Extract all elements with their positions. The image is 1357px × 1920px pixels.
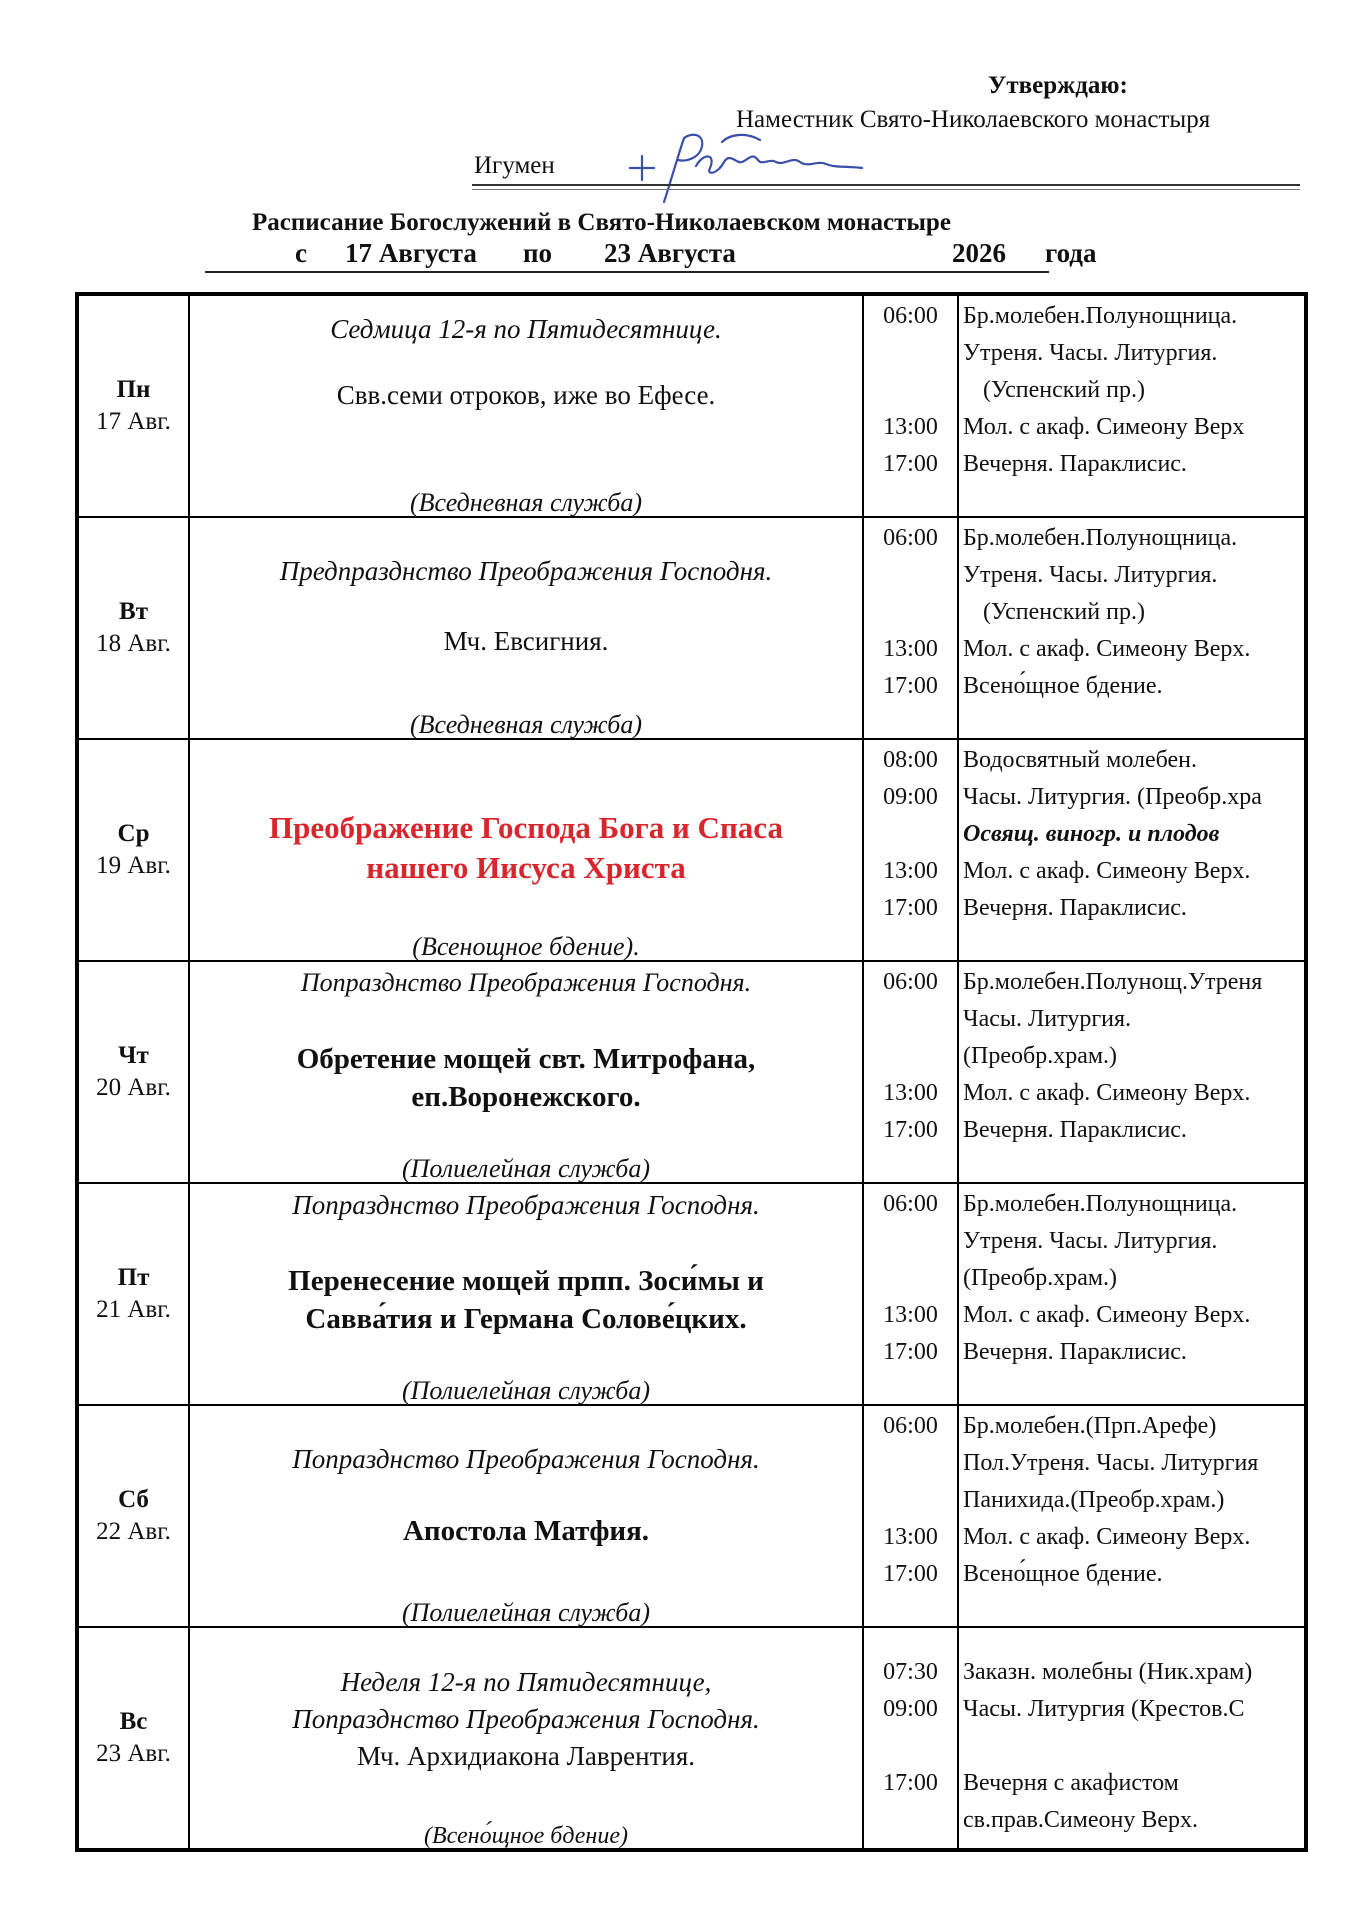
service-time — [864, 594, 957, 631]
service-name: св.прав.Симеону Верх. — [963, 1807, 1199, 1833]
times-cell — [863, 961, 958, 1183]
table-row — [77, 1627, 1306, 1850]
service-time: 13:00 — [883, 1524, 938, 1550]
day-date: 23 Авг. — [96, 1740, 171, 1767]
commemoration-cell — [189, 1627, 863, 1850]
services-cell — [958, 1183, 1306, 1405]
times-cell — [863, 739, 958, 961]
service-name: Бр.молебен.(Прп.Арефе) — [963, 1413, 1217, 1439]
services-cell — [958, 739, 1306, 961]
service-time — [864, 1223, 957, 1260]
period-year-word: года — [1045, 238, 1097, 268]
day-cell — [77, 1183, 189, 1405]
service-time: 13:00 — [883, 858, 938, 884]
times-cell — [863, 294, 958, 517]
day-date: 18 Авг. — [96, 630, 171, 657]
day-of-week: Пн — [116, 376, 151, 403]
service-rank: (Всенощное бдение). — [412, 932, 640, 961]
commemoration-cell — [189, 294, 863, 517]
day-of-week: Ср — [117, 820, 150, 847]
service-name: Пол.Утреня. Часы. Литургия — [963, 1450, 1259, 1476]
service-name: Мол. с акаф. Симеону Верх. — [963, 1524, 1251, 1550]
services-cell — [958, 961, 1306, 1183]
service-name — [963, 1630, 1304, 1654]
feast-title-line: Преображение Господа Бога и Спаса — [269, 810, 783, 845]
schedule-heading: Расписание Богослужений в Свято-Николаевском монастыре — [252, 209, 951, 236]
service-name: Мол. с акаф. Симеону Верх. — [963, 636, 1251, 662]
service-name: Бр.молебен.Полунощница. — [963, 303, 1238, 329]
period-underline — [205, 271, 1049, 273]
services-cell — [958, 1627, 1306, 1850]
day-cell — [77, 1627, 189, 1850]
services-cell — [958, 294, 1306, 517]
service-rank: (Вседневная служба) — [410, 488, 642, 517]
service-name: Бр.молебен.Полунощница. — [963, 525, 1238, 551]
day-date: 19 Авг. — [96, 852, 171, 879]
service-name: Бр.молебен.Полунощ.Утреня — [963, 969, 1263, 995]
service-name: Мол. с акаф. Симеону Верх. — [963, 1080, 1251, 1106]
liturgical-period: Попразднство Преображения Господня. — [300, 968, 752, 997]
service-name: Вечерня. Параклисис. — [963, 1339, 1187, 1365]
service-time: 06:00 — [883, 1413, 938, 1439]
saint-commemoration: Свв.семи отроков, иже во Ефесе. — [336, 380, 716, 410]
period-from-word: с — [295, 238, 307, 268]
service-name: Часы. Литургия (Крестов.С — [963, 1696, 1245, 1722]
commemoration-cell — [189, 961, 863, 1183]
service-name: Всено́щное бдение. — [963, 673, 1163, 699]
day-cell — [77, 294, 189, 517]
saint-line: Перенесение мощей прпп. Зоси́мы и — [288, 1265, 764, 1297]
period-to-date: 23 Августа — [604, 238, 736, 268]
service-time: 17:00 — [883, 1117, 938, 1143]
liturgical-period: Попразднство Преображения Господня. — [292, 1444, 760, 1474]
service-time: 06:00 — [883, 525, 938, 551]
service-name: Вечерня. Параклисис. — [963, 895, 1187, 921]
day-cell — [77, 517, 189, 739]
service-name: (Преобр.храм.) — [963, 1043, 1118, 1069]
service-time: 17:00 — [883, 895, 938, 921]
service-time — [864, 557, 957, 594]
sunday-line: Неделя 12-я по Пятидесятнице, — [340, 1667, 712, 1697]
service-name: Вечерня. Параклисис. — [963, 451, 1187, 477]
service-time: 08:00 — [883, 747, 938, 773]
commemoration-cell — [189, 1183, 863, 1405]
day-of-week: Пт — [117, 1264, 150, 1291]
signature-line — [472, 184, 1300, 186]
period-to-word: по — [523, 238, 553, 268]
service-time — [864, 1802, 957, 1839]
day-date: 17 Авг. — [96, 408, 171, 435]
table-row — [77, 517, 1306, 739]
table-row — [77, 739, 1306, 961]
service-rank: (Полиелейная служба) — [401, 1598, 651, 1627]
day-cell — [77, 961, 189, 1183]
liturgical-period: Предпразднство Преображения Господня. — [279, 556, 773, 586]
table-row — [77, 294, 1306, 517]
service-name: Утреня. Часы. Литургия. — [963, 1228, 1218, 1254]
service-time — [864, 1001, 957, 1038]
feast-title-line: нашего Иисуса Христа — [366, 850, 686, 885]
saint-line: Обретение мощей свт. Митрофана, — [296, 1043, 756, 1075]
service-name: Всено́щное бдение. — [963, 1561, 1163, 1587]
service-rank: (Всено́щное бдение) — [424, 1823, 628, 1849]
service-time: 06:00 — [883, 303, 938, 329]
service-name: (Успенский пр.) — [983, 377, 1145, 403]
saint-line: Савва́тия и Германа Солове́цких. — [305, 1303, 747, 1335]
service-time: 17:00 — [883, 1770, 938, 1796]
liturgical-period: Попразднство Преображения Господня. — [292, 1190, 760, 1220]
times-cell — [863, 1627, 958, 1850]
table-row — [77, 961, 1306, 1183]
service-time — [864, 1482, 957, 1519]
times-cell — [863, 1183, 958, 1405]
great-feast-title — [190, 808, 862, 888]
day-of-week: Вс — [119, 1708, 148, 1735]
service-rank: (Полиелейная служба) — [401, 1376, 651, 1405]
commemoration-cell — [189, 1405, 863, 1627]
schedule-period — [205, 238, 1125, 270]
sunday-line: Попразднство Преображения Господня. — [292, 1704, 760, 1734]
times-cell — [863, 1405, 958, 1627]
service-name: Утреня. Часы. Литургия. — [963, 562, 1218, 588]
service-rank: (Полиелейная служба) — [401, 1154, 651, 1183]
service-time: 13:00 — [883, 636, 938, 662]
service-name: (Преобр.храм.) — [963, 1265, 1118, 1291]
service-time: 09:00 — [883, 784, 938, 810]
service-name: Часы. Литургия. (Преобр.хра — [963, 784, 1262, 810]
day-date: 22 Авг. — [96, 1518, 171, 1545]
service-time: 17:00 — [883, 1339, 938, 1365]
day-of-week: Сб — [118, 1486, 149, 1513]
service-name: Бр.молебен.Полунощница. — [963, 1191, 1238, 1217]
day-cell — [77, 739, 189, 961]
service-time: 13:00 — [883, 1080, 938, 1106]
service-name: Вечерня с акафистом — [963, 1770, 1179, 1796]
table-row — [77, 1405, 1306, 1627]
service-name: Панихида.(Преобр.храм.) — [963, 1487, 1225, 1513]
times-cell — [863, 517, 958, 739]
service-name: Утреня. Часы. Литургия. — [963, 340, 1218, 366]
service-time — [864, 372, 957, 409]
service-time — [864, 1260, 957, 1297]
saint-line: еп.Воронежского. — [411, 1081, 641, 1113]
service-time — [864, 1630, 957, 1654]
service-name: Заказн. молебны (Ник.храм) — [963, 1659, 1253, 1685]
sunday-line: Мч. Архидиакона Лаврентия. — [356, 1741, 695, 1771]
period-year: 2026 — [952, 238, 1006, 268]
hegumen-label: Игумен — [474, 152, 555, 179]
period-from-date: 17 Августа — [345, 238, 477, 268]
service-time: 13:00 — [883, 414, 938, 440]
service-time: 07:30 — [883, 1659, 938, 1685]
day-date: 20 Авг. — [96, 1074, 171, 1101]
service-name: Освящ. виногр. и плодов — [963, 821, 1220, 847]
signature-line-shadow — [472, 189, 1300, 190]
service-time — [864, 1038, 957, 1075]
commemoration-cell — [189, 739, 863, 961]
service-time: 09:00 — [883, 1696, 938, 1722]
service-time: 17:00 — [883, 451, 938, 477]
sunday-commemoration — [190, 1664, 862, 1775]
service-name — [963, 1728, 1304, 1765]
service-name: Мол. с акаф. Симеону Верх. — [963, 858, 1251, 884]
services-cell — [958, 517, 1306, 739]
service-time — [864, 816, 957, 853]
service-time: 17:00 — [883, 1561, 938, 1587]
service-name: Часы. Литургия. — [963, 1006, 1132, 1032]
service-name: (Успенский пр.) — [983, 599, 1145, 625]
service-time: 17:00 — [883, 673, 938, 699]
saint-commemoration: Апостола Матфия. — [402, 1515, 650, 1547]
approval-title: Утверждаю: — [988, 72, 1128, 99]
service-name: Мол. с акаф. Симеону Верх — [963, 414, 1245, 440]
service-time: 06:00 — [883, 969, 938, 995]
service-rank: (Вседневная служба) — [410, 710, 642, 739]
saint-commemoration — [190, 1262, 862, 1338]
service-time — [864, 1728, 957, 1765]
handwritten-signature — [626, 122, 866, 204]
day-cell — [77, 1405, 189, 1627]
day-date: 21 Авг. — [96, 1296, 171, 1323]
service-time: 06:00 — [883, 1191, 938, 1217]
day-of-week: Вт — [119, 598, 148, 625]
service-name: Водосвятный молебен. — [963, 747, 1198, 773]
service-name: Вечерня. Параклисис. — [963, 1117, 1187, 1143]
saint-commemoration — [190, 1040, 862, 1116]
approval-position: Наместник Свято-Николаевского монастыря — [736, 106, 1211, 133]
service-time: 13:00 — [883, 1302, 938, 1328]
service-name: Мол. с акаф. Симеону Верх. — [963, 1302, 1251, 1328]
liturgical-period: Седмица 12-я по Пятидесятнице. — [330, 314, 722, 344]
schedule-table — [75, 292, 1308, 1852]
day-of-week: Чт — [118, 1042, 149, 1069]
service-time — [864, 335, 957, 372]
saint-commemoration: Мч. Евсигния. — [443, 626, 609, 656]
service-time — [864, 1445, 957, 1482]
commemoration-cell — [189, 517, 863, 739]
table-row — [77, 1183, 1306, 1405]
services-cell — [958, 1405, 1306, 1627]
